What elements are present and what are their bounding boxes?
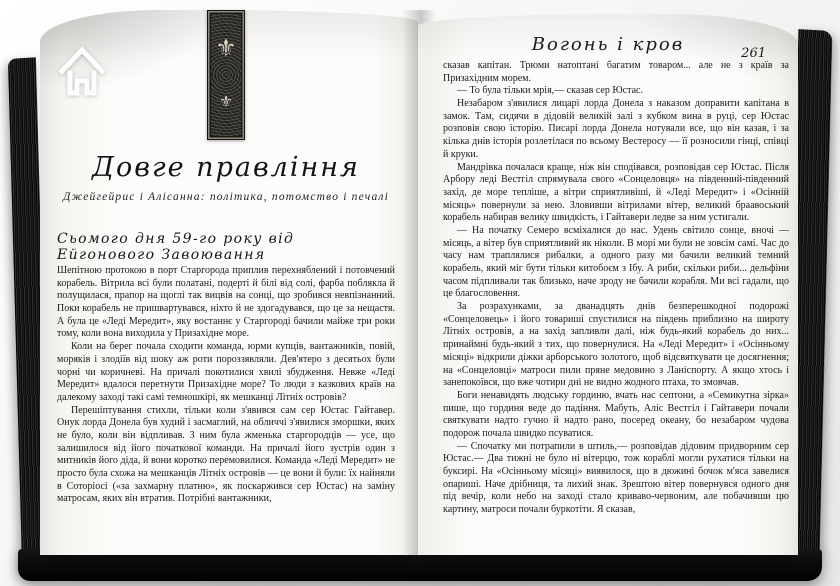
running-header: Вогонь і кров	[531, 34, 685, 55]
page-number: 261	[741, 46, 766, 61]
paragraph: Коли на берег почала сходити команда, юрми купців, вантажників, повій, моряків і злодіїв від шоку аж роти пороззявляли. Дев'ятеро з десятьох були чорні чи коричневі. На причалі покотилися хвилі збудження. Невже «Леді Мередит» вдалося перетнути Призахідне море? То люди з казкових країв на далекому заході такі самі темношкірі, як мешканці Літніх островів?	[57, 341, 395, 403]
fleur-de-lis-icon: ⚜	[215, 34, 237, 62]
home-icon	[56, 42, 108, 100]
right-page-column	[443, 60, 789, 517]
paragraph: Боги ненавидять людську гординю, вчать нас септони, а «Семикутна зірка» пише, що гординя веде до падіння. Мабуть, Аліс Вестгіл і Гайтавери почали святкувати надто гучно й надто рано, посеред океану, бо незабаром чудова подорож почала швидко псуватися.	[443, 389, 789, 439]
fleur-de-lis-icon: ⚜	[218, 92, 234, 111]
paragraph: Незабаром з'явилися лицарі лорда Донела з наказом доправити капітана в замок. Там, сидячи в дідовій великій залі з кубком вина в руці, сер Юстас розповів свою історію. Писарі лорда Донела нотували все, що він казав, і за кілька днів історія розлетілася по всьому Вестеросу — її розносили гінці, співці й круки.	[443, 98, 789, 160]
paragraph: — Спочатку ми потрапили в штиль,— розповідав дідовим придворним сер Юстас.— Два тижні не було ні вітерцю, тож кораблі могли рухатися тільки на буксирі. На «Осінньому місяці» виявилося, що в дюжині бочок м'яса завелися опариші. Наче дрібниця, та лихий знак. Зрештою вітер повернувся одного дня під вечір, коли небо на заході стало криваво-червоним, але побачивши цю картину, матроси почали буркотіти. Я сказав,	[443, 440, 789, 516]
chapter-opening-phrase: Сьомого дня 59-го року від Ейгонового Завоювання	[57, 231, 295, 263]
paragraph: — То була тільки мрія,— сказав сер Юстас.	[457, 85, 643, 97]
paragraph: Мандрівка почалася краще, ніж він сподівався, розповідав сер Юстас. Після Арбору леді Вестгіл спрямувала свого «Сонцеловця» на південний-південний захід, де море тепліше, а вітри сприятливіші, й «Леді Мередит» і «Осінній місяць» повернули за нею. Зловивши вітрилами вітер, великий браавоський корабель набирав велику швидкість, і Гайтавери ледве за ним устигали.	[443, 161, 789, 224]
paragraph: Шепітною протокою в порт Старгорода приплив перехняблений і потовчений корабель. Вітрила всі були полатані, подерті й білі від солі, фарба поблякла й полущилася, прапор на щоглі так вицвів на сонці, що зробився невпізнанний. Поки корабель не пришвартувався, ніхто й не здогадувався, що це за нещастя. А була це «Леді Мередит», яку востаннє у Старгороді бачили майже три роки тому, коли вона виходила у Призахідне море.	[57, 265, 395, 340]
paragraph: — На початку Семеро всміхалися до нас. Удень світило сонце, вночі — місяць, а вітер був сприятливий як ніколи. В морі ми були не зовсім самі. Час до часу нам траплялися рибалки, а одного разу ми бачили великий темний корабель, який міг бути тільки китобоєм з Ібу. А риби, скільки риби... дельфіни часом підпливали так близько, наче зроду не бачили корабля. Ми всі гадали, що це благословення.	[443, 224, 789, 300]
paragraph: За розрахунками, за дванадцять днів безперешкодної подорожі «Сонцеловець» і його товариші спустилися на південь приблизно на широту Літніх островів, а на захід запливли далі, ніж будь-який корабель до них... принаймні будь-який з тих, що повернулися. На «Леді Мередит» і «Осінньому місяці» відкрили діжки арборського золотого, щоб відсвяткувати це досягнення; на «Сонцеловці» матроси пили пряне медовино з Ланіспорту. А якщо хтось і занепокоївся, що вже чотири дні не видно жодного птаха, то змовчав.	[443, 301, 789, 389]
right-page[interactable]	[418, 14, 798, 555]
chapter-title: Довге правління	[92, 152, 360, 183]
chapter-subtitle: Джейгейрис і Алісанна: політика, потомство і печалі	[62, 191, 390, 203]
chapter-ornament	[207, 10, 245, 140]
paragraph: Перешіптування стихли, тільки коли з'явився сам сер Юстас Гайтавер. Онук лорда Донела був худий і засмаглий, на обличчі з'явилися зморшки, яких не було, коли він відпливав. З ним була жменька старгородців — усе, що залишилося від його початкової команди. На причалі його зустрів один з митників його діда, й вони коротко перемовилися. Команда «Леді Мередит» не просто була схожа на мешканців Літніх островів — це вони й були: їх найняли в Соторіосі («за захмарну платню», як поскаржився сер Юстас) на заміну матросам, яких він втратив. Потрібні вантажники,	[57, 404, 395, 505]
paragraph: сказав капітан. Трюми натоптані багатим товаром... але не з країв за Призахідним морем.	[443, 60, 789, 84]
right-page-body	[443, 60, 789, 517]
left-page-body	[57, 265, 395, 506]
home-button[interactable]	[56, 42, 108, 100]
